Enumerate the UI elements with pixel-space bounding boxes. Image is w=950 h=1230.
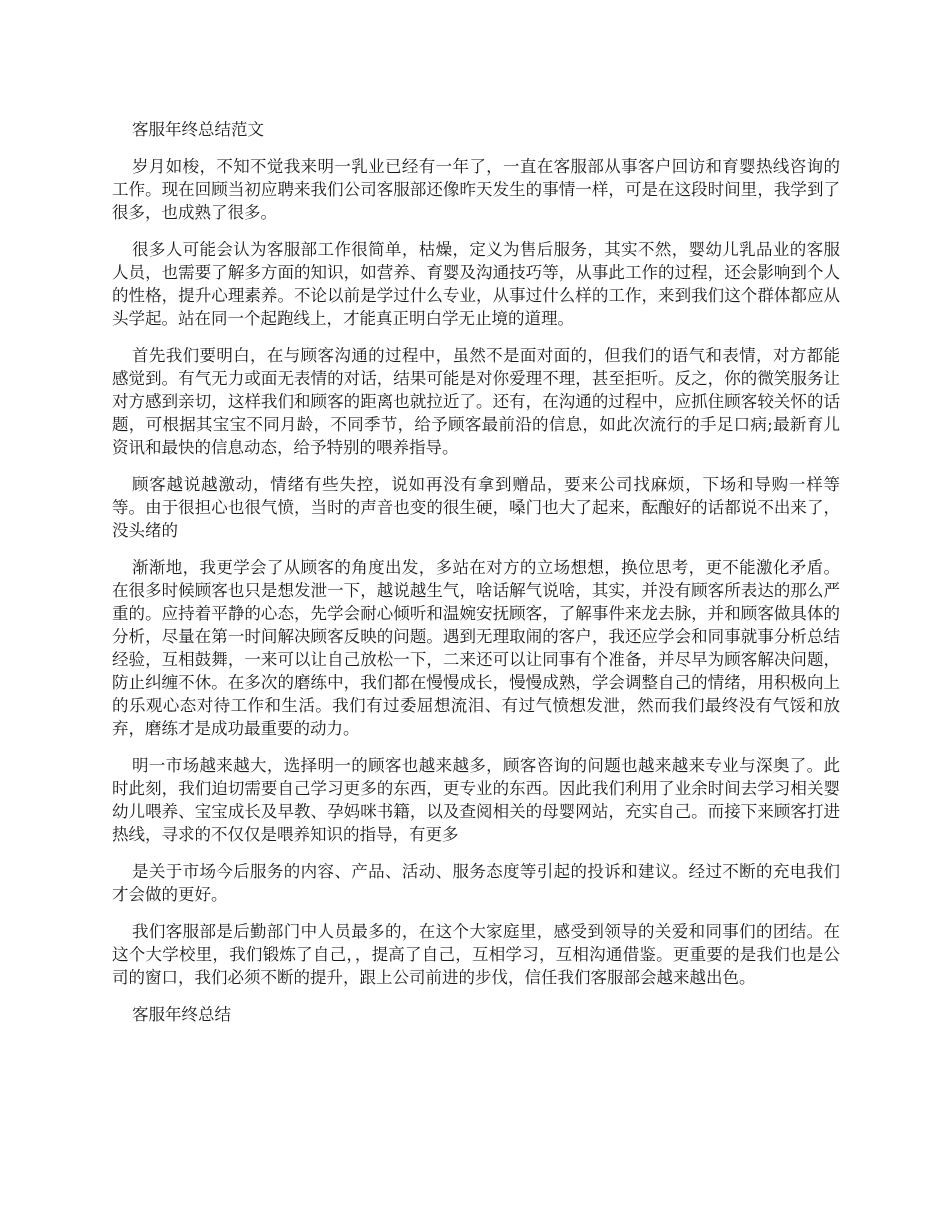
document-page <box>112 118 840 1040</box>
paragraph-7: 是关于市场今后服务的内容、产品、活动、服务态度等引起的投诉和建议。经过不断的充电我们才会做的更好。 <box>112 862 840 904</box>
document-title: 客服年终总结范文 <box>132 120 264 139</box>
paragraph-1: 岁月如梭，不知不觉我来明一乳业已经有一年了，一直在客服部从事客户回访和育婴热线咨询的工作。现在回顾当初应聘来我们公司客服部还像昨天发生的事情一样，可是在这段时间里，我学到了很多，也成熟了很多。 <box>112 157 840 222</box>
footer-heading: 客服年终总结 <box>132 1005 231 1024</box>
paragraph-3: 首先我们要明白，在与顾客沟通的过程中，虽然不是面对面的，但我们的语气和表情，对方都能感觉到。有气无力或面无表情的对话，结果可能是对你爱理不理，甚至拒听。反之，你的微笑服务让对方感到亲切，这样我们和顾客的距离也就拉近了。还有，在沟通的过程中，应抓住顾客较关怀的话题，可根据其宝宝不同月龄，不同季节，给予顾客最前沿的信息，如此次流行的手足口病;最新育儿资讯和最快的信息动态，给予特别的喂养指导。 <box>112 346 840 457</box>
paragraph-6: 明一市场越来越大，选择明一的顾客也越来越多，顾客咨询的问题也越来越来专业与深奥了。此时此刻，我们迫切需要自己学习更多的东西，更专业的东西。因此我们利用了业余时间去学习相关婴幼儿喂养、宝宝成长及早教、孕妈咪书籍，以及查阅相关的母婴网站，充实自己。而接下来顾客打进热线，寻求的不仅仅是喂养知识的指导，有更多 <box>112 756 840 844</box>
paragraph-2: 很多人可能会认为客服部工作很简单，枯燥，定义为售后服务，其实不然，婴幼儿乳品业的客服人员，也需要了解多方面的知识，如营养、育婴及沟通技巧等，从事此工作的过程，还会影响到个人的性格，提升心理素养。不论以前是学过什么专业，从事过什么样的工作，来到我们这个群体都应从头学起。站在同一个起跑线上，才能真正明白学无止境的道理。 <box>112 240 840 328</box>
paragraph-4: 顾客越说越激动，情绪有些失控，说如再没有拿到赠品，要来公司找麻烦，下场和导购一样等等。由于很担心也很气愤，当时的声音也变的很生硬，嗓门也大了起来，酝酿好的话都说不出来了，没头绪的 <box>112 475 840 540</box>
paragraph-5: 渐渐地，我更学会了从顾客的角度出发，多站在对方的立场想想，换位思考，更不能激化矛盾。在很多时候顾客也只是想发泄一下，越说越生气，啥话解气说啥，其实，并没有顾客所表达的那么严重的。应持着平静的心态，先学会耐心倾听和温婉安抚顾客，了解事件来龙去脉，并和顾客做具体的分析，尽量在第一时间解决顾客反映的问题。遇到无理取闹的客户，我还应学会和同事就事分析总结经验，互相鼓舞，一来可以让自己放松一下，二来还可以让同事有个准备，并尽早为顾客解决问题，防止纠缠不休。在多次的磨练中，我们都在慢慢成长，慢慢成熟，学会调整自己的情绪，用积极向上的乐观心态对待工作和生活。我们有过委屈想流泪、有过气愤想发泄，然而我们最终没有气馁和放弃，磨练才是成功最重要的动力。 <box>112 558 840 738</box>
paragraph-8: 我们客服部是后勤部门中人员最多的，在这个大家庭里，感受到领导的关爱和同事们的团结。在这个大学校里，我们锻炼了自己，，提高了自己，互相学习，互相沟通借鉴。更重要的是我们也是公司的窗口，我们必须不断的提升，跟上公司前进的步伐，信任我们客服部会越来越出色。 <box>112 922 840 987</box>
